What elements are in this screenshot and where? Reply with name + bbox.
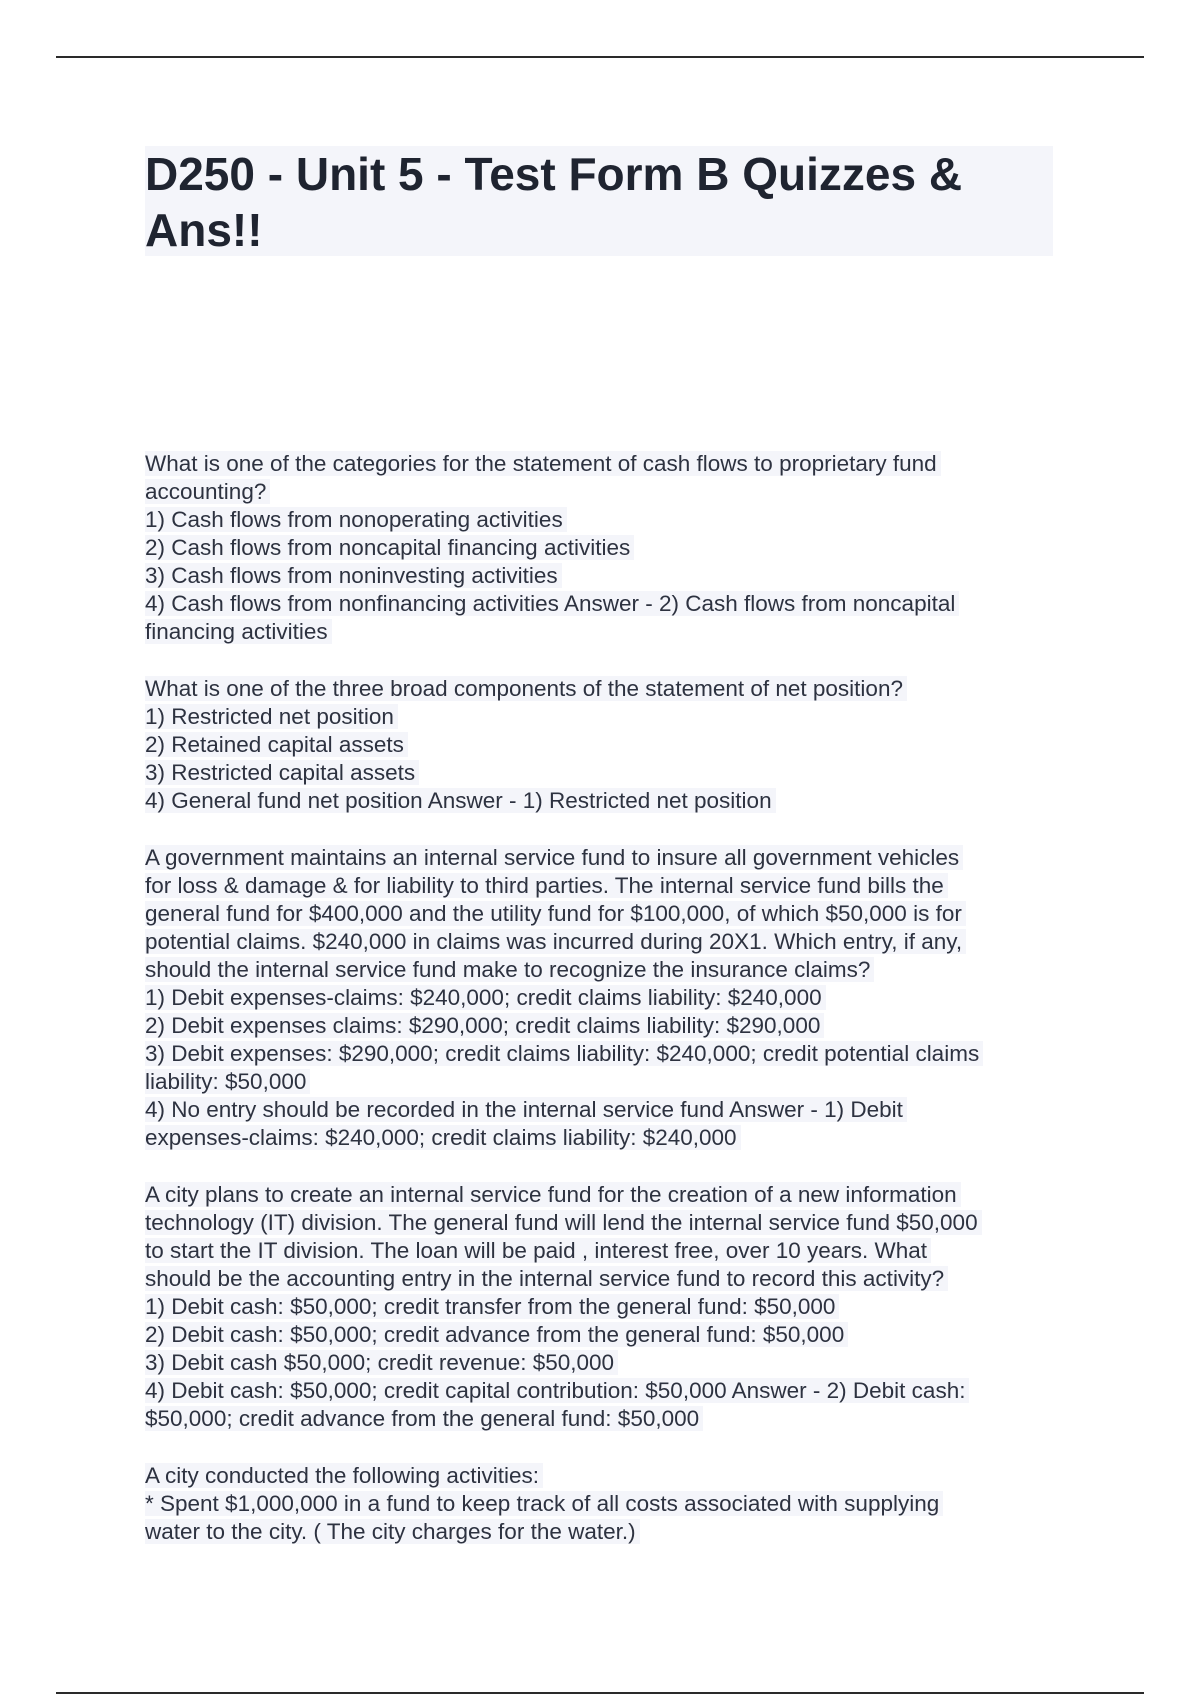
- question-line-text: 1) Debit cash: $50,000; credit transfer from the general fund: $50,000: [145, 1294, 839, 1319]
- question-line: [145, 984, 1055, 1012]
- question-line: [145, 900, 1055, 928]
- question-line: [145, 731, 1055, 759]
- question-line-text: financing activities: [145, 619, 332, 644]
- question-line: [145, 703, 1055, 731]
- question-line-text: 3) Restricted capital assets: [145, 760, 419, 785]
- question-line-text: 2) Cash flows from noncapital financing activities: [145, 535, 634, 560]
- question-line: [145, 1068, 1055, 1096]
- question-line: [145, 1293, 1055, 1321]
- question-line: [145, 956, 1055, 984]
- question-line-text: technology (IT) division. The general fund will lend the internal service fund $50,000: [145, 1210, 982, 1235]
- question-block: [145, 1181, 1055, 1433]
- question-line-text: 4) General fund net position Answer - 1) Restricted net position: [145, 788, 776, 813]
- question-line-text: 2) Retained capital assets: [145, 732, 408, 757]
- question-line-text: accounting?: [145, 479, 270, 504]
- question-line: [145, 1040, 1055, 1068]
- question-line: [145, 1405, 1055, 1433]
- question-line-text: 1) Cash flows from nonoperating activities: [145, 507, 567, 532]
- question-line: [145, 618, 1055, 646]
- question-block: [145, 675, 1055, 815]
- question-line: [145, 1518, 1055, 1546]
- question-line: [145, 1237, 1055, 1265]
- bottom-rule: [56, 1692, 1144, 1694]
- question-line: [145, 1490, 1055, 1518]
- title-block: [145, 146, 1053, 256]
- question-line-text: A city conducted the following activities:: [145, 1463, 543, 1488]
- question-line-text: water to the city. ( The city charges for the water.): [145, 1519, 640, 1544]
- question-line: [145, 759, 1055, 787]
- question-line-text: to start the IT division. The loan will be paid , interest free, over 10 years. What: [145, 1238, 931, 1263]
- question-line-text: 2) Debit cash: $50,000; credit advance from the general fund: $50,000: [145, 1322, 848, 1347]
- question-line: [145, 675, 1055, 703]
- top-rule: [56, 56, 1144, 58]
- question-line-text: 2) Debit expenses claims: $290,000; credit claims liability: $290,000: [145, 1013, 824, 1038]
- question-block: [145, 1462, 1055, 1546]
- question-line-text: 1) Restricted net position: [145, 704, 398, 729]
- question-line-text: liability: $50,000: [145, 1069, 310, 1094]
- question-block: [145, 844, 1055, 1152]
- question-line-text: should the internal service fund make to recognize the insurance claims?: [145, 957, 874, 982]
- question-line: [145, 1349, 1055, 1377]
- question-line: [145, 590, 1055, 618]
- question-line-text: * Spent $1,000,000 in a fund to keep track of all costs associated with supplying: [145, 1491, 943, 1516]
- question-line: [145, 562, 1055, 590]
- question-line-text: $50,000; credit advance from the general fund: $50,000: [145, 1406, 703, 1431]
- quiz-content: [145, 450, 1055, 1575]
- question-line-text: expenses-claims: $240,000; credit claims liability: $240,000: [145, 1125, 741, 1150]
- document-title: [145, 146, 1053, 258]
- title-line-1: D250 - Unit 5 - Test Form B Quizzes &: [145, 148, 963, 200]
- question-line-text: 1) Debit expenses-claims: $240,000; credit claims liability: $240,000: [145, 985, 826, 1010]
- question-line: [145, 928, 1055, 956]
- question-line: [145, 1181, 1055, 1209]
- question-line: [145, 1265, 1055, 1293]
- question-line-text: What is one of the categories for the statement of cash flows to proprietary fund: [145, 451, 941, 476]
- question-line-text: 3) Debit cash $50,000; credit revenue: $50,000: [145, 1350, 618, 1375]
- question-line: [145, 506, 1055, 534]
- question-line-text: 4) No entry should be recorded in the internal service fund Answer - 1) Debit: [145, 1097, 907, 1122]
- question-line-text: should be the accounting entry in the internal service fund to record this activity?: [145, 1266, 948, 1291]
- question-line-text: general fund for $400,000 and the utility fund for $100,000, of which $50,000 is for: [145, 901, 966, 926]
- question-line: [145, 1209, 1055, 1237]
- question-line-text: 3) Debit expenses: $290,000; credit claims liability: $240,000; credit potential claims: [145, 1041, 983, 1066]
- question-line: [145, 1462, 1055, 1490]
- question-line: [145, 1012, 1055, 1040]
- question-line-text: A city plans to create an internal service fund for the creation of a new information: [145, 1182, 961, 1207]
- question-line-text: for loss & damage & for liability to third parties. The internal service fund bills the: [145, 873, 948, 898]
- question-line: [145, 478, 1055, 506]
- question-line: [145, 450, 1055, 478]
- question-line: [145, 787, 1055, 815]
- question-line-text: A government maintains an internal service fund to insure all government vehicles: [145, 845, 963, 870]
- title-line-2: Ans!!: [145, 204, 263, 256]
- question-line: [145, 844, 1055, 872]
- question-line: [145, 1124, 1055, 1152]
- question-line-text: 3) Cash flows from noninvesting activities: [145, 563, 562, 588]
- question-line-text: 4) Cash flows from nonfinancing activities Answer - 2) Cash flows from noncapital: [145, 591, 959, 616]
- question-line-text: 4) Debit cash: $50,000; credit capital contribution: $50,000 Answer - 2) Debit cash:: [145, 1378, 969, 1403]
- question-line: [145, 1377, 1055, 1405]
- question-line: [145, 534, 1055, 562]
- question-line-text: potential claims. $240,000 in claims was incurred during 20X1. Which entry, if any,: [145, 929, 966, 954]
- question-block: [145, 450, 1055, 646]
- question-line: [145, 1321, 1055, 1349]
- question-line-text: What is one of the three broad components of the statement of net position?: [145, 676, 907, 701]
- question-line: [145, 872, 1055, 900]
- question-line: [145, 1096, 1055, 1124]
